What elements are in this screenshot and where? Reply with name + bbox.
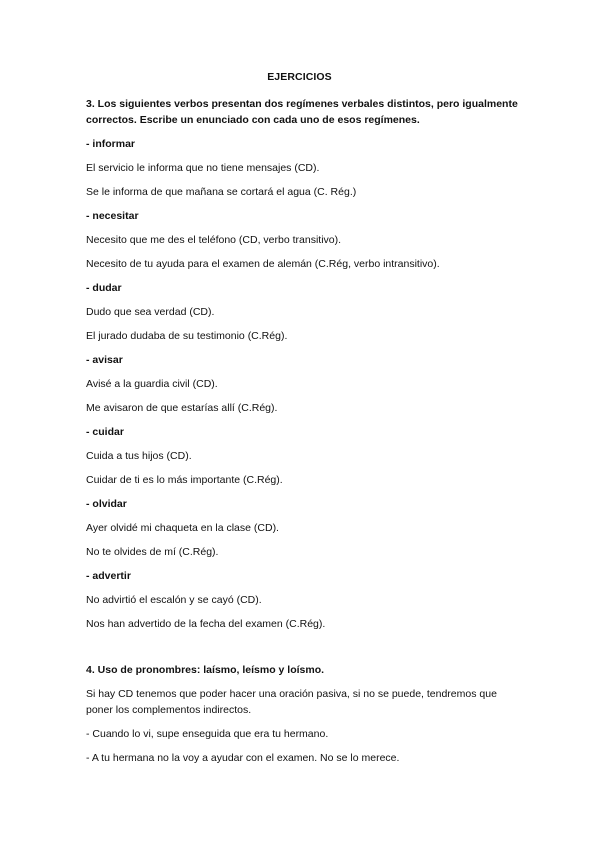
example-cuidar-creg: Cuidar de ti es lo más importante (C.Rég). [86, 474, 283, 486]
example-necesitar-cd: Necesito que me des el teléfono (CD, verbo transitivo). [86, 234, 342, 246]
example-avisar-creg: Me avisaron de que estarías allí (C.Rég). [86, 402, 278, 414]
verb-label-olvidar: - olvidar [86, 498, 127, 510]
example-dudar-creg: El jurado dudaba de su testimonio (C.Rég). [86, 330, 288, 342]
example-avisar-cd: Avisé a la guardia civil (CD). [86, 378, 218, 390]
example-olvidar-cd: Ayer olvidé mi chaqueta en la clase (CD). [86, 522, 279, 534]
verb-label-informar: - informar [86, 138, 136, 150]
example-olvidar-creg: No te olvides de mí (C.Rég). [86, 546, 219, 558]
verb-label-cuidar: - cuidar [86, 426, 124, 438]
example-cuidar-cd: Cuida a tus hijos (CD). [86, 450, 192, 462]
example-informar-creg: Se le informa de que mañana se cortará el agua (C. Rég.) [86, 186, 357, 198]
example-dudar-cd: Dudo que sea verdad (CD). [86, 306, 215, 318]
verb-label-advertir: - advertir [86, 570, 131, 582]
section-3-heading: 3. Los siguientes verbos presentan dos regímenes verbales distintos, pero igualmente correctos. Escribe un enunciado con cada uno de esos regímenes. [86, 98, 518, 126]
verb-label-avisar: - avisar [86, 354, 123, 366]
example-necesitar-creg: Necesito de tu ayuda para el examen de alemán (C.Rég, verbo intransitivo). [86, 258, 440, 270]
example-advertir-creg: Nos han advertido de la fecha del examen (C.Rég). [86, 618, 326, 630]
section-4-intro: Si hay CD tenemos que poder hacer una oración pasiva, si no se puede, tendremos que poner los complementos indirectos. [86, 688, 497, 716]
verb-label-necesitar: - necesitar [86, 210, 139, 222]
example-informar-cd: El servicio le informa que no tiene mensajes (CD). [86, 162, 320, 174]
verb-label-dudar: - dudar [86, 282, 122, 294]
example-advertir-cd: No advirtió el escalón y se cayó (CD). [86, 594, 262, 606]
section-4-heading: 4. Uso de pronombres: laísmo, leísmo y loísmo. [86, 664, 325, 676]
section-4-example-1: - Cuando lo vi, supe enseguida que era tu hermano. [86, 728, 329, 740]
section-4-example-2: - A tu hermana no la voy a ayudar con el examen. No se lo merece. [86, 752, 400, 764]
page-title: EJERCICIOS [267, 71, 332, 83]
